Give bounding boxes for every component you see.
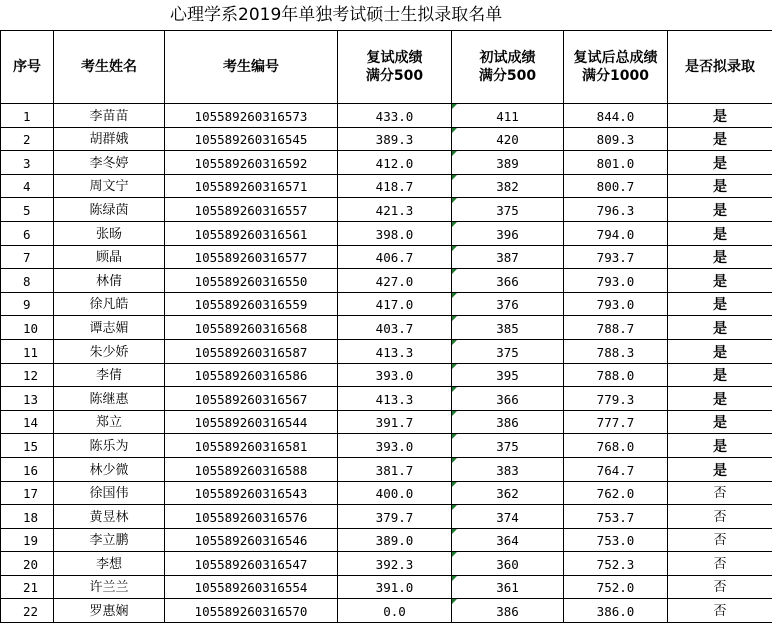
cell-no[interactable]: 13 — [1, 387, 54, 411]
cell-retest[interactable]: 413.3 — [338, 387, 452, 411]
table-row — [1, 221, 772, 245]
cell-total[interactable]: 793.0 — [564, 292, 668, 316]
cell-initial[interactable]: 411 — [452, 104, 564, 128]
table-row — [1, 528, 772, 552]
cell-no[interactable]: 3 — [1, 151, 54, 175]
header-id[interactable]: 考生编号 — [165, 31, 338, 104]
cell-retest[interactable]: 417.0 — [338, 292, 452, 316]
cell-retest[interactable]: 393.0 — [338, 363, 452, 387]
table-row — [1, 198, 772, 222]
cell-total[interactable]: 788.3 — [564, 339, 668, 363]
cell-name[interactable]: 许兰兰 — [54, 575, 165, 599]
cell-initial[interactable]: 361 — [452, 575, 564, 599]
cell-id[interactable]: 105589260316546 — [165, 528, 338, 552]
cell-initial[interactable]: 386 — [452, 599, 564, 623]
cell-initial[interactable]: 385 — [452, 316, 564, 340]
cell-total[interactable]: 796.3 — [564, 198, 668, 222]
cell-total[interactable]: 801.0 — [564, 151, 668, 175]
cell-admit[interactable]: 否 — [668, 599, 772, 623]
cell-no[interactable]: 17 — [1, 481, 54, 505]
cell-id[interactable]: 105589260316588 — [165, 457, 338, 481]
cell-id[interactable]: 105589260316570 — [165, 599, 338, 623]
cell-id[interactable]: 105589260316544 — [165, 410, 338, 434]
cell-retest[interactable]: 421.3 — [338, 198, 452, 222]
cell-name[interactable]: 李立鹏 — [54, 528, 165, 552]
cell-no[interactable]: 7 — [1, 245, 54, 269]
cell-retest[interactable]: 433.0 — [338, 104, 452, 128]
cell-total[interactable]: 793.0 — [564, 269, 668, 293]
cell-no[interactable]: 14 — [1, 410, 54, 434]
cell-admit[interactable]: 是 — [668, 104, 772, 128]
table-row — [1, 387, 772, 411]
table-row — [1, 457, 772, 481]
cell-retest[interactable]: 413.3 — [338, 339, 452, 363]
cell-total[interactable]: 788.0 — [564, 363, 668, 387]
cell-admit[interactable]: 否 — [668, 552, 772, 576]
cell-id[interactable]: 105589260316554 — [165, 575, 338, 599]
table-row — [1, 434, 772, 458]
cell-initial[interactable]: 375 — [452, 339, 564, 363]
sheet-title — [0, 0, 772, 30]
cell-name[interactable]: 周文宁 — [54, 174, 165, 198]
cell-retest[interactable]: 391.7 — [338, 410, 452, 434]
cell-initial[interactable]: 375 — [452, 198, 564, 222]
cell-total[interactable]: 752.0 — [564, 575, 668, 599]
cell-no[interactable]: 12 — [1, 363, 54, 387]
cell-retest[interactable]: 412.0 — [338, 151, 452, 175]
cell-id[interactable]: 105589260316568 — [165, 316, 338, 340]
cell-no[interactable]: 1 — [1, 104, 54, 128]
cell-total[interactable]: 752.3 — [564, 552, 668, 576]
cell-total[interactable]: 793.7 — [564, 245, 668, 269]
table-row — [1, 174, 772, 198]
cell-admit[interactable]: 是 — [668, 198, 772, 222]
cell-admit[interactable]: 是 — [668, 363, 772, 387]
cell-initial[interactable]: 364 — [452, 528, 564, 552]
cell-admit[interactable]: 是 — [668, 174, 772, 198]
cell-name[interactable]: 胡群娥 — [54, 127, 165, 151]
table-row — [1, 292, 772, 316]
cell-name[interactable]: 张旸 — [54, 221, 165, 245]
cell-admit[interactable]: 是 — [668, 316, 772, 340]
cell-no[interactable]: 21 — [1, 575, 54, 599]
cell-id[interactable]: 105589260316586 — [165, 363, 338, 387]
cell-retest[interactable]: 400.0 — [338, 481, 452, 505]
header-admit[interactable]: 是否拟录取 — [668, 31, 772, 104]
cell-total[interactable]: 809.3 — [564, 127, 668, 151]
cell-admit[interactable]: 是 — [668, 387, 772, 411]
cell-initial[interactable]: 360 — [452, 552, 564, 576]
table-row — [1, 599, 772, 623]
table-row — [1, 151, 772, 175]
cell-name[interactable]: 朱少娇 — [54, 339, 165, 363]
table-row — [1, 363, 772, 387]
cell-name[interactable]: 李倩 — [54, 363, 165, 387]
cell-retest[interactable]: 392.3 — [338, 552, 452, 576]
cell-total[interactable]: 788.7 — [564, 316, 668, 340]
cell-name[interactable]: 林倩 — [54, 269, 165, 293]
header-no[interactable]: 序号 — [1, 31, 54, 104]
cell-no[interactable]: 4 — [1, 174, 54, 198]
cell-name[interactable]: 陈继惠 — [54, 387, 165, 411]
table-row — [1, 410, 772, 434]
cell-admit[interactable]: 是 — [668, 221, 772, 245]
cell-total[interactable]: 777.7 — [564, 410, 668, 434]
cell-total[interactable]: 753.7 — [564, 505, 668, 529]
cell-name[interactable]: 黄昱林 — [54, 505, 165, 529]
cell-name[interactable]: 李苗苗 — [54, 104, 165, 128]
cell-name[interactable]: 徐凡皓 — [54, 292, 165, 316]
header-retest[interactable]: 复试成绩 满分500 — [338, 31, 452, 104]
cell-name[interactable]: 郑立 — [54, 410, 165, 434]
cell-no[interactable]: 19 — [1, 528, 54, 552]
cell-initial[interactable]: 362 — [452, 481, 564, 505]
cell-no[interactable]: 5 — [1, 198, 54, 222]
cell-no[interactable]: 20 — [1, 552, 54, 576]
table-row — [1, 481, 772, 505]
table-row — [1, 575, 772, 599]
cell-total[interactable]: 386.0 — [564, 599, 668, 623]
cell-id[interactable]: 105589260316587 — [165, 339, 338, 363]
cell-name[interactable]: 陈绿茵 — [54, 198, 165, 222]
table-row — [1, 127, 772, 151]
table-row — [1, 505, 772, 529]
cell-admit[interactable]: 是 — [668, 269, 772, 293]
cell-admit[interactable]: 是 — [668, 434, 772, 458]
cell-admit[interactable]: 是 — [668, 127, 772, 151]
table-row — [1, 269, 772, 293]
cell-admit[interactable]: 否 — [668, 481, 772, 505]
table-row — [1, 552, 772, 576]
header-total[interactable]: 复试后总成绩 满分1000 — [564, 31, 668, 104]
admission-table — [0, 30, 772, 623]
cell-total[interactable]: 753.0 — [564, 528, 668, 552]
cell-no[interactable]: 11 — [1, 339, 54, 363]
cell-no[interactable]: 2 — [1, 127, 54, 151]
cell-id[interactable]: 105589260316557 — [165, 198, 338, 222]
cell-name[interactable]: 谭志媚 — [54, 316, 165, 340]
cell-id[interactable]: 105589260316543 — [165, 481, 338, 505]
cell-id[interactable]: 105589260316576 — [165, 505, 338, 529]
cell-total[interactable]: 764.7 — [564, 457, 668, 481]
cell-total[interactable]: 779.3 — [564, 387, 668, 411]
table-row — [1, 104, 772, 128]
cell-id[interactable]: 105589260316571 — [165, 174, 338, 198]
cell-no[interactable]: 9 — [1, 292, 54, 316]
cell-total[interactable]: 800.7 — [564, 174, 668, 198]
cell-initial[interactable]: 386 — [452, 410, 564, 434]
cell-id[interactable]: 105589260316559 — [165, 292, 338, 316]
cell-name[interactable]: 李想 — [54, 552, 165, 576]
cell-admit[interactable]: 是 — [668, 151, 772, 175]
cell-admit[interactable]: 是 — [668, 245, 772, 269]
cell-initial[interactable]: 366 — [452, 269, 564, 293]
cell-admit[interactable]: 是 — [668, 339, 772, 363]
cell-retest[interactable]: 393.0 — [338, 434, 452, 458]
cell-admit[interactable]: 否 — [668, 528, 772, 552]
cell-id[interactable]: 105589260316573 — [165, 104, 338, 128]
cell-retest[interactable]: 389.0 — [338, 528, 452, 552]
cell-initial[interactable]: 420 — [452, 127, 564, 151]
cell-retest[interactable]: 427.0 — [338, 269, 452, 293]
header-name[interactable]: 考生姓名 — [54, 31, 165, 104]
cell-no[interactable]: 15 — [1, 434, 54, 458]
cell-total[interactable]: 844.0 — [564, 104, 668, 128]
cell-no[interactable]: 10 — [1, 316, 54, 340]
cell-initial[interactable]: 375 — [452, 434, 564, 458]
cell-retest[interactable]: 381.7 — [338, 457, 452, 481]
cell-id[interactable]: 105589260316581 — [165, 434, 338, 458]
cell-no[interactable]: 8 — [1, 269, 54, 293]
cell-id[interactable]: 105589260316547 — [165, 552, 338, 576]
cell-name[interactable]: 陈乐为 — [54, 434, 165, 458]
cell-initial[interactable]: 382 — [452, 174, 564, 198]
cell-id[interactable]: 105589260316550 — [165, 269, 338, 293]
header-initial[interactable]: 初试成绩 满分500 — [452, 31, 564, 104]
cell-initial[interactable]: 366 — [452, 387, 564, 411]
cell-no[interactable]: 6 — [1, 221, 54, 245]
cell-admit[interactable]: 否 — [668, 575, 772, 599]
cell-retest[interactable]: 403.7 — [338, 316, 452, 340]
cell-no[interactable]: 16 — [1, 457, 54, 481]
cell-no[interactable]: 18 — [1, 505, 54, 529]
cell-retest[interactable]: 0.0 — [338, 599, 452, 623]
cell-retest[interactable]: 406.7 — [338, 245, 452, 269]
cell-name[interactable]: 林少微 — [54, 457, 165, 481]
cell-admit[interactable]: 是 — [668, 457, 772, 481]
header-row — [1, 31, 772, 104]
cell-name[interactable]: 徐国伟 — [54, 481, 165, 505]
cell-total[interactable]: 768.0 — [564, 434, 668, 458]
cell-retest[interactable]: 379.7 — [338, 505, 452, 529]
cell-admit[interactable]: 是 — [668, 410, 772, 434]
cell-retest[interactable]: 391.0 — [338, 575, 452, 599]
cell-retest[interactable]: 418.7 — [338, 174, 452, 198]
cell-id[interactable]: 105589260316567 — [165, 387, 338, 411]
cell-id[interactable]: 105589260316545 — [165, 127, 338, 151]
table-row — [1, 316, 772, 340]
cell-initial[interactable]: 387 — [452, 245, 564, 269]
cell-total[interactable]: 794.0 — [564, 221, 668, 245]
cell-total[interactable]: 762.0 — [564, 481, 668, 505]
cell-id[interactable]: 105589260316561 — [165, 221, 338, 245]
cell-initial[interactable]: 389 — [452, 151, 564, 175]
title-text: 心理学系2019年单独考试硕士生拟录取名单 — [170, 5, 503, 25]
cell-id[interactable]: 105589260316592 — [165, 151, 338, 175]
cell-initial[interactable]: 396 — [452, 221, 564, 245]
table-row — [1, 245, 772, 269]
cell-initial[interactable]: 395 — [452, 363, 564, 387]
cell-name[interactable]: 李冬婷 — [54, 151, 165, 175]
cell-initial[interactable]: 376 — [452, 292, 564, 316]
cell-retest[interactable]: 398.0 — [338, 221, 452, 245]
cell-admit[interactable]: 是 — [668, 292, 772, 316]
cell-admit[interactable]: 否 — [668, 505, 772, 529]
cell-name[interactable]: 顾晶 — [54, 245, 165, 269]
cell-initial[interactable]: 374 — [452, 505, 564, 529]
table-row — [1, 339, 772, 363]
cell-retest[interactable]: 389.3 — [338, 127, 452, 151]
cell-no[interactable]: 22 — [1, 599, 54, 623]
cell-name[interactable]: 罗惠娴 — [54, 599, 165, 623]
cell-id[interactable]: 105589260316577 — [165, 245, 338, 269]
cell-initial[interactable]: 383 — [452, 457, 564, 481]
